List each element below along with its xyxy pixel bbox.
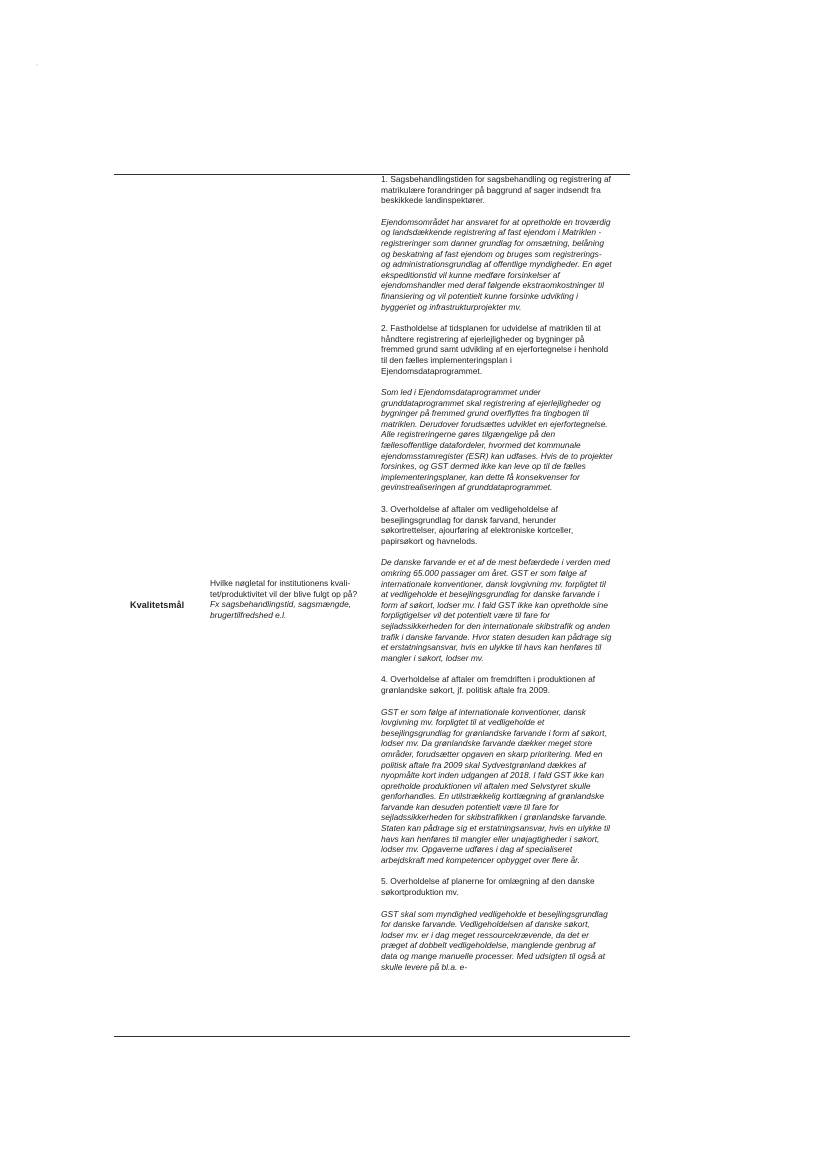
question-text: Hvilke nøgletal for institutionens kvali-tet/produktivitet vil der blive fulgt op på? (210, 578, 358, 599)
kpi-3-heading: 3. Overholdelse af aftaler om vedligeholdelse af besejlingsgrundlag for dansk farvand, herunder søkortrettelser, ajourføring af elektroniske kortceller, papirsøkort og havnelods. (381, 504, 574, 546)
question-hint: Fx sagsbehandlingstid, sagsmængde, brugertilfredshed e.l. (210, 599, 352, 620)
kpi-4-heading: 4. Overholdelse af aftaler om fremdriften i produktionen af grønlandske søkort, jf. politisk aftale fra 2009. (381, 674, 596, 695)
kpi-1-description: Ejendomsområdet har ansvaret for at opretholde en troværdig og landsdækkende registrering af fast ejendom i Matriklen - registreringer som danner grundlag for omsætning, belåning og beskatning af fast ejendom og bruges som registrerings- og administrationsgrundlag af offentlige myndigheder. En øget ekspeditionstid vil kunne medføre forsinkelser af ejendomshandler med deraf følgende ekstraomkostninger til finansiering og vil potentielt kunne forsinke udvikling i byggeriet og infrastrukturprojekter mv. (381, 216, 612, 312)
question-cell (210, 578, 376, 620)
kpi-1-heading: 1. Sagsbehandlingstiden for sagsbehandling og registrering af matrikulære forandringer på baggrund af sager indsendt fra beskikkede landinspektører. (381, 174, 612, 206)
kpi-list (381, 174, 613, 1034)
kpi-5-heading: 5. Overholdelse af planerne for omlægning af den danske søkortproduktion mv. (381, 876, 595, 898)
kpi-4-description: GST er som følge af internationale konventioner, dansk lovgivning mv. forpligtet til at vedligeholde et besejlingsgrundlag for grønlandske farvande i form af søkort, lodser mv. Da grønlandske farvande dækker meget store områder, forudsætter opgaven en skarp prioritering. Med en politisk aftale fra 2009 skal Sydvestgrønland dækkes af nyopmålte kort inden udgangen af 2018. I fald GST ikke kan opretholde produktionen vil aftalen med Selvstyret skulle genforhandles. En utilstrækkelig kortlægning af grønlandske farvande kan desuden potentielt være til fare for sejladssikkerheden for skibstrafikken i grønlandske farvande. Staten kan pådrage sig et erstatningsansvar, hvis en ulykke til havs kan henføres til mangler eller unøjagtigheder i søkort, lodser mv. Opgaverne udføres i dag af specialiseret arbejdskraft med kompetencer opbygget over flere år. (381, 706, 611, 865)
kpi-2-description: Som led i Ejendomsdataprogrammet under grunddataprogrammet skal registrering af ejerlejligheder og bygninger på fremmed grund overflyttes fra tingbogen til matriklen. Derudover forudsættes udviklet en ejerfortegnelse. Alle registreringerne gøres tilgængelige på den fællesoffentlige datafordeler, hvormed det kommunale ejendomsstamregister (ESR) kan udfases. Hvis de to projekter forsinkes, og GST dermed ikke kan leve op til de fælles implementeringsplaner, kan dette få konsekvenser for gevinstrealiseringen af grunddataprogrammet. (381, 387, 613, 493)
scan-mark: ¸ (36, 60, 38, 66)
kpi-2-heading: 2. Fastholdelse af tidsplanen for udvidelse af matriklen til at håndtere registrering af ejerlejligheder og bygninger på fremmed grund samt udvikling af en ejerfortegnelse i henhold til den fælles implementeringsplan i Ejendomsdataprogrammet. (381, 323, 609, 376)
table-bottom-rule (114, 1036, 630, 1037)
kpi-5-description: GST skal som myndighed vedligeholde et besejlingsgrundlag for danske farvande. Vedligeholdelsen af danske søkort, lodser mv. er i dag meget ressourcekrævende, da det er præget af dobbelt vedligeholdelse, manglende genbrug af data og mange manuelle processer. Med udsigten til også at skulle levere på bl.a. e- (381, 908, 608, 972)
kpi-3-description: De danske farvande er et af de mest befærdede i verden med omkring 65.000 passager om året. GST er som følge af internationale konventioner, dansk lovgivning mv. forpligtet til at vedligeholde et besejlingsgrundlag for danske farvande i form af søkort, lodser mv. I fald GST ikke kan opretholde sine forpligtigelser vil det potentielt være til fare for sejladssikkerheden for den internationale skibstrafik og anden trafik i danske farvande. Hvor staten desuden kan pådrage sig et erstatningsansvar, hvis en ulykke til havs kan henføres til mangler i søkort, lodser mv. (381, 557, 612, 663)
row-label: Kvalitetsmål (130, 600, 185, 610)
